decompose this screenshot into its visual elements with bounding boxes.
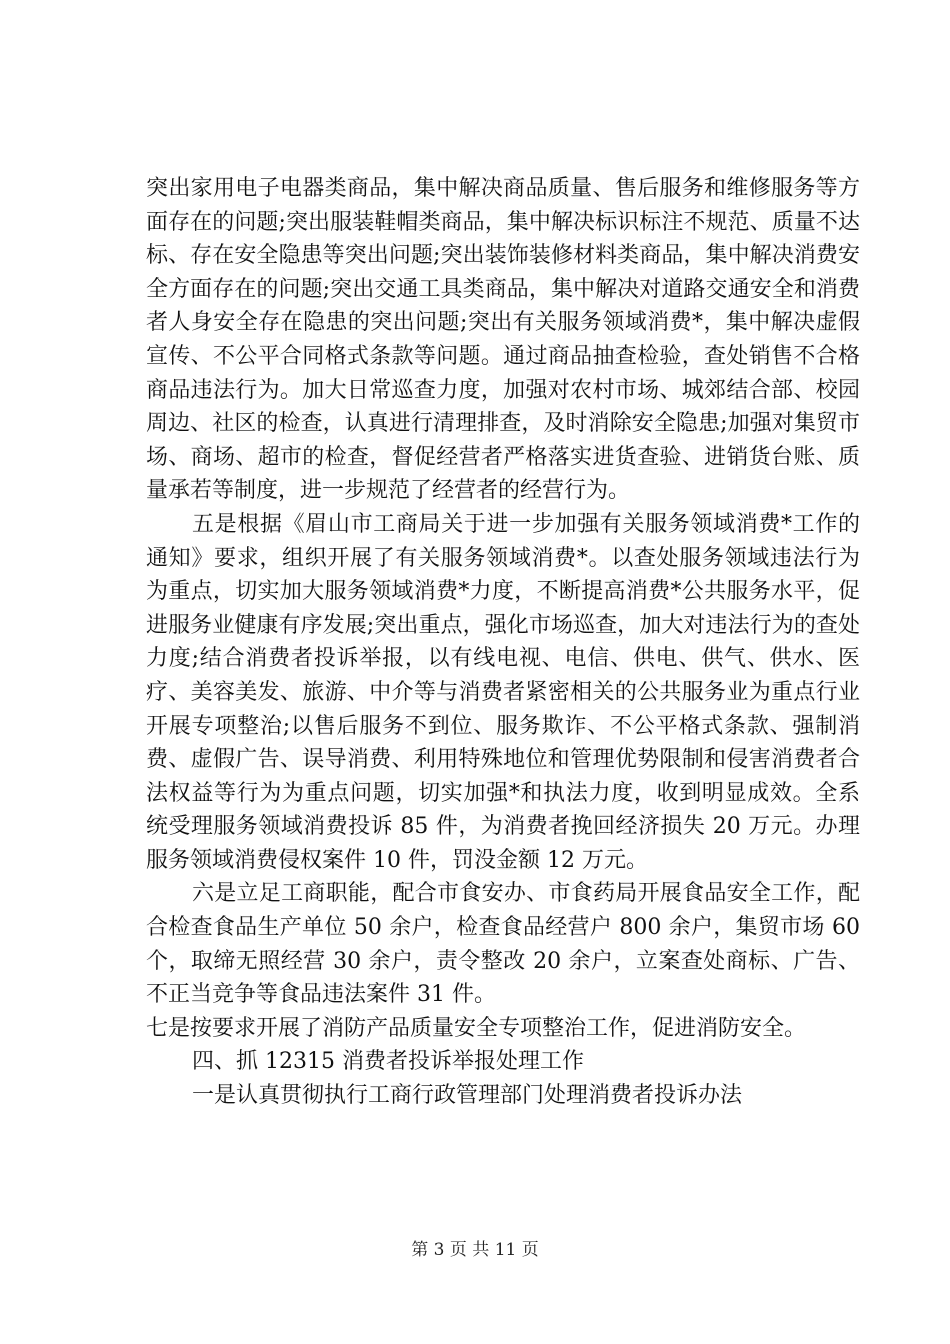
paragraph-continuation: 突出家用电子电器类商品，集中解决商品质量、售后服务和维修服务等方面存在的问题;突出服装鞋帽类商品，集中解决标识标注不规范、质量不达标、存在安全隐患等突出问题;突出装饰装修材料类商品，集中解决消费安全方面存在的问题;突出交通工具类商品，集中解决对道路交通安全和消费者人身安全存在隐患的突出问题;突出有关服务领域消费*，集中解决虚假宣传、不公平合同格式条款等问题。通过商品抽查检验，查处销售不合格商品违法行为。加大日常巡查力度，加强对农村市场、城郊结合部、校园周边、社区的检查，认真进行清理排查，及时消除安全隐患;加强对集贸市场、商场、超市的检查，督促经营者严格落实进货查验、进销货台账、质量承若等制度，进一步规范了经营者的经营行为。	[146, 176, 860, 504]
body-text	[146, 172, 860, 1113]
paragraph-five: 五是根据《眉山市工商局关于进一步加强有关服务领域消费*工作的通知》要求，组织开展了有关服务领域消费*。以查处服务领域违法行为为重点，切实加大服务领域消费*力度，不断提高消费*公共服务水平，促进服务业健康有序发展;突出重点，强化市场巡查，加大对违法行为的查处力度;结合消费者投诉举报，以有线电视、电信、供电、供气、供水、医疗、美容美发、旅游、中介等与消费者紧密相关的公共服务业为重点行业开展专项整治;以售后服务不到位、服务欺诈、不公平格式条款、强制消费、虚假广告、误导消费、利用特殊地位和管理优势限制和侵害消费者合法权益等行为为重点问题，切实加强*和执法力度，收到明显成效。全系统受理服务领域消费投诉 85 件，为消费者挽回经济损失 20 万元。办理服务领域消费侵权案件 10 件，罚没金额 12 万元。	[146, 511, 860, 873]
paragraph-six: 六是立足工商职能，配合市食安办、市食药局开展食品安全工作，配合检查食品生产单位 50 余户，检查食品经营户 800 余户，集贸市场 60 个，取缔无照经营 30 余户，责令整改 20 余户，立案查处商标、广告、不正当竞争等食品违法案件 31 件。	[146, 881, 860, 1008]
paragraph-seven: 七是按要求开展了消防产品质量安全专项整治工作，促进消防安全。	[146, 1015, 807, 1041]
page-number-footer: 第 3 页 共 11 页	[411, 1240, 539, 1260]
paragraph-one: 一是认真贯彻执行工商行政管理部门处理消费者投诉办法	[192, 1083, 743, 1109]
section-heading-four: 四、抓 12315 消费者投诉举报处理工作	[192, 1049, 584, 1075]
